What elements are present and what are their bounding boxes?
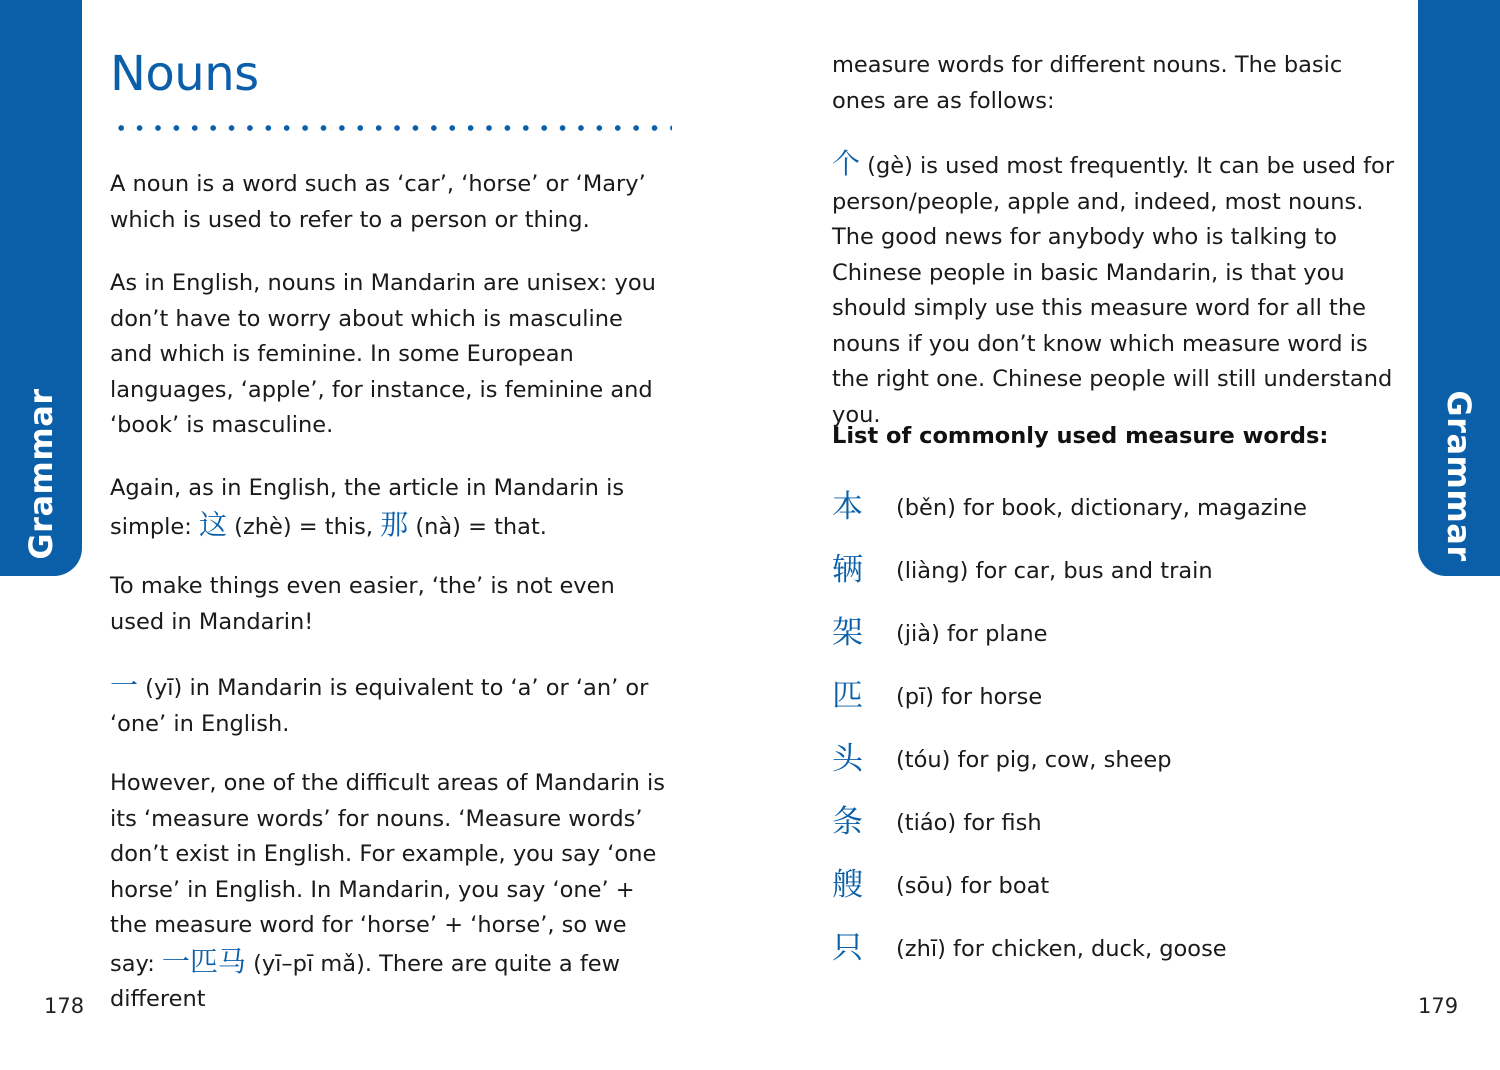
paragraph-text: measure words for different nouns. The basic ones are as follows: bbox=[832, 52, 1343, 114]
chinese-char: 头 bbox=[832, 741, 863, 777]
list-item-text: (tóu) for pig, cow, sheep bbox=[896, 746, 1172, 773]
list-item bbox=[832, 602, 1392, 665]
list-item-text: (sōu) for boat bbox=[896, 872, 1050, 899]
paragraph-text: (gè) is used most frequently. It can be used for person/people, apple and, indeed, most nouns. The good news for anybody who is talking to Chinese people in basic Mandarin, is that you should simply use this measure word for all the nouns if you don’t know which measure word is the right one. Chinese people will still understand you. bbox=[832, 153, 1395, 428]
chinese-char: 本 bbox=[832, 489, 863, 525]
paragraph-text: Again, as in English, the article in Mandarin is simple: bbox=[110, 475, 625, 540]
chinese-char-ge: 个 bbox=[832, 147, 861, 180]
list-item-text: (zhī) for chicken, duck, goose bbox=[896, 935, 1227, 962]
chinese-char: 匹 bbox=[832, 678, 863, 714]
paragraph-unisex bbox=[110, 266, 670, 444]
paragraph-article bbox=[110, 471, 670, 545]
section-tab-label: Grammar bbox=[22, 388, 60, 560]
chinese-char-that: 那 bbox=[380, 507, 409, 541]
list-item-text: (tiáo) for fish bbox=[896, 809, 1042, 836]
chinese-char-one: 一 bbox=[110, 669, 139, 702]
paragraph-text: (yī) in Mandarin is equivalent to ‘a’ or ‘an’ or ‘one’ in English. bbox=[110, 675, 649, 737]
list-item-text: (běn) for book, dictionary, magazine bbox=[896, 494, 1307, 521]
paragraph-ge bbox=[832, 146, 1402, 433]
list-item-text: (jià) for plane bbox=[896, 620, 1048, 647]
chinese-char: 只 bbox=[832, 930, 863, 966]
list-item bbox=[832, 917, 1392, 980]
paragraph-text: As in English, nouns in Mandarin are unisex: you don’t have to worry about which is masculine and which is feminine. In some European languages, ‘apple’, for instance, is feminine and ‘book’ is masculine. bbox=[110, 270, 656, 438]
section-tab-left bbox=[0, 0, 82, 576]
page-title: Nouns bbox=[110, 46, 259, 102]
section-tab-right bbox=[1418, 0, 1500, 576]
list-item bbox=[832, 476, 1392, 539]
list-item bbox=[832, 728, 1392, 791]
chinese-char-this: 这 bbox=[199, 507, 228, 541]
list-item-text: (pī) for horse bbox=[896, 683, 1043, 710]
paragraph-text: A noun is a word such as ‘car’, ‘horse’ or ‘Mary’ which is used to refer to a person or thing. bbox=[110, 171, 646, 233]
paragraph-yi bbox=[110, 668, 670, 742]
chinese-char: 辆 bbox=[832, 552, 863, 588]
paragraph-text: (zhè) = this, bbox=[227, 513, 381, 540]
paragraph-text: However, one of the difficult areas of Mandarin is its ‘measure words’ for nouns. ‘Measure words’ don’t exist in English. For example, you say ‘one horse’ in English. In Mandarin, you say ‘one’ + the measure word for ‘horse’ + ‘horse’, so we say: bbox=[110, 770, 666, 977]
list-item bbox=[832, 791, 1392, 854]
paragraph-measure-words bbox=[110, 766, 670, 1018]
paragraph-the bbox=[110, 569, 670, 640]
chinese-char: 架 bbox=[832, 615, 863, 651]
dotted-divider bbox=[112, 123, 672, 133]
list-heading: List of commonly used measure words: bbox=[832, 423, 1329, 449]
list-item bbox=[832, 854, 1392, 917]
measure-word-list bbox=[832, 476, 1392, 980]
paragraph-text: To make things even easier, ‘the’ is not even used in Mandarin! bbox=[110, 573, 615, 635]
chinese-phrase-one-horse: 一匹马 bbox=[161, 944, 246, 978]
list-item-text: (liàng) for car, bus and train bbox=[896, 557, 1213, 584]
chinese-char: 条 bbox=[832, 804, 863, 840]
paragraph-text: (yī–pī mǎ). There are quite a few different bbox=[110, 950, 621, 1012]
page-number-left: 178 bbox=[44, 994, 85, 1018]
page-number-right: 179 bbox=[1418, 994, 1459, 1018]
list-item bbox=[832, 665, 1392, 728]
paragraph-noun-definition bbox=[110, 167, 670, 238]
paragraph-continued bbox=[832, 48, 1402, 119]
list-item bbox=[832, 539, 1392, 602]
paragraph-text: (nà) = that. bbox=[408, 513, 547, 540]
section-tab-label: Grammar bbox=[1440, 390, 1478, 562]
chinese-char: 艘 bbox=[832, 867, 863, 903]
